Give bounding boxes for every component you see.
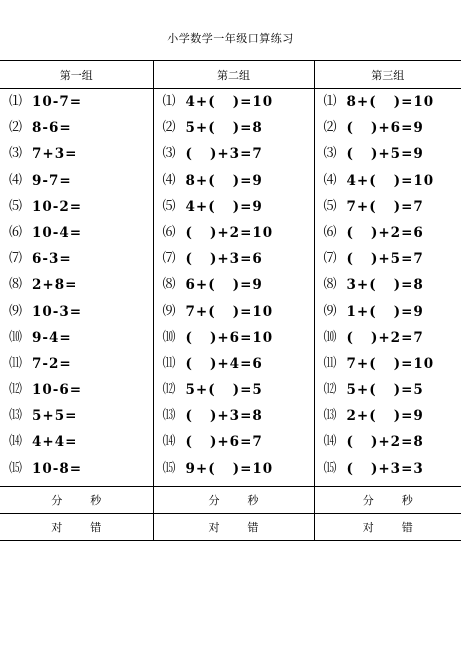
problem-item — [154, 403, 314, 429]
problem-number: ⑿ — [162, 382, 176, 398]
problem-number: ⑽ — [162, 329, 176, 345]
problem-number: ⑹ — [162, 224, 176, 240]
group-3-problems — [314, 89, 461, 487]
group-2-problems — [153, 89, 314, 487]
problem-item — [154, 246, 314, 272]
problem-equation: 3+( )=8 — [346, 277, 424, 294]
problem-number: ⒀ — [162, 408, 176, 424]
problem-item — [0, 325, 153, 351]
group-1-problems — [0, 89, 153, 487]
problem-number: ⑼ — [323, 303, 337, 319]
problem-equation: ( )+3=3 — [346, 460, 424, 477]
problem-number: ⑾ — [9, 355, 23, 371]
problem-equation: 10-2= — [32, 198, 83, 215]
problem-equation: 5+( )=8 — [185, 120, 263, 137]
problem-number: ⒂ — [9, 460, 23, 476]
problem-equation: 10-8= — [32, 460, 83, 477]
problem-number: ⑺ — [162, 251, 176, 267]
right-label: 对 — [208, 521, 220, 534]
problem-item — [0, 272, 153, 298]
problem-number: ⑶ — [9, 146, 23, 162]
problem-equation: ( )+2=10 — [185, 224, 274, 241]
problem-equation: ( )+2=7 — [346, 329, 424, 346]
minutes-label: 分 — [51, 494, 63, 507]
problem-number: ⑼ — [9, 303, 23, 319]
problem-equation: 5+( )=5 — [346, 382, 424, 399]
problem-number: ⑹ — [9, 224, 23, 240]
problem-item — [154, 168, 314, 194]
problem-item — [154, 89, 314, 115]
problem-number: ⑷ — [9, 172, 23, 188]
problem-item — [315, 141, 461, 167]
group-2-header: 第二组 — [153, 61, 314, 89]
problem-item — [0, 299, 153, 325]
problem-item — [315, 272, 461, 298]
problem-equation: 10-4= — [32, 224, 83, 241]
problem-number: ⑴ — [9, 94, 23, 109]
problem-item — [0, 141, 153, 167]
problem-item — [154, 456, 314, 482]
problem-item — [315, 456, 461, 482]
problem-number: ⑻ — [9, 277, 23, 293]
problem-equation: 10-7= — [32, 94, 83, 110]
problem-equation: 9+( )=10 — [185, 460, 274, 477]
problem-equation: 4+4= — [32, 434, 78, 451]
problem-number: ⑾ — [162, 355, 176, 371]
problem-equation: ( )+3=6 — [185, 251, 263, 268]
problem-equation: 5+5= — [32, 408, 78, 425]
problem-number: ⑵ — [162, 120, 176, 136]
seconds-label: 秒 — [90, 494, 102, 507]
problem-number: ⒂ — [323, 460, 337, 476]
problem-equation: ( )+2=8 — [346, 434, 424, 451]
problem-equation: 2+8= — [32, 277, 78, 294]
problem-item — [154, 141, 314, 167]
problem-item — [0, 351, 153, 377]
group-1-time-cell[interactable] — [0, 487, 153, 514]
problem-item — [315, 429, 461, 455]
minutes-label: 分 — [362, 494, 374, 507]
problem-item — [315, 403, 461, 429]
wrong-label: 错 — [247, 521, 259, 534]
problem-item — [154, 272, 314, 298]
problem-number: ⑷ — [323, 172, 337, 188]
problem-equation: 7+( )=10 — [346, 355, 435, 372]
problem-equation: ( )+6=7 — [185, 434, 263, 451]
problem-number: ⑷ — [162, 172, 176, 188]
problem-equation: 6-3= — [32, 251, 72, 268]
problem-number: ⑴ — [323, 94, 337, 109]
problem-number: ⑶ — [323, 146, 337, 162]
problem-item — [154, 220, 314, 246]
problem-equation: ( )+3=8 — [185, 408, 263, 425]
problem-equation: 8+( )=10 — [346, 94, 435, 110]
problem-equation: 8-6= — [32, 120, 72, 137]
problem-number: ⑾ — [323, 355, 337, 371]
problem-equation: ( )+3=7 — [185, 146, 263, 163]
problem-item — [315, 220, 461, 246]
group-3-time-cell[interactable] — [314, 487, 461, 514]
group-1-score-cell[interactable] — [0, 514, 153, 541]
problem-number: ⒀ — [323, 408, 337, 424]
problem-number: ⒁ — [323, 434, 337, 450]
problem-item — [315, 194, 461, 220]
problem-number: ⒁ — [162, 434, 176, 450]
group-1-header: 第一组 — [0, 61, 153, 89]
problem-equation: 2+( )=9 — [346, 408, 424, 425]
problem-number: ⑸ — [323, 198, 337, 214]
problem-item — [0, 429, 153, 455]
worksheet-title: 小学数学一年级口算练习 — [167, 32, 294, 45]
problem-equation: 4+( )=10 — [346, 172, 435, 189]
problem-item — [154, 115, 314, 141]
problem-equation: 1+( )=9 — [346, 303, 424, 320]
problem-equation: 7+3= — [32, 146, 78, 163]
problem-equation: 4+( )=10 — [185, 94, 274, 110]
problem-item — [315, 246, 461, 272]
right-label: 对 — [51, 521, 63, 534]
header-row — [0, 61, 461, 89]
problem-number: ⑺ — [323, 251, 337, 267]
problem-item — [315, 115, 461, 141]
problem-equation: 7+( )=10 — [185, 303, 274, 320]
problem-item — [0, 194, 153, 220]
problem-number: ⑶ — [162, 146, 176, 162]
problem-item — [154, 194, 314, 220]
problem-item — [0, 115, 153, 141]
problem-number: ⑵ — [9, 120, 23, 136]
problem-item — [0, 246, 153, 272]
problem-item — [315, 325, 461, 351]
problem-equation: ( )+6=10 — [185, 329, 274, 346]
problem-item — [0, 220, 153, 246]
problem-equation: 9-4= — [32, 329, 72, 346]
problem-item — [315, 351, 461, 377]
problem-number: ⑴ — [162, 94, 176, 109]
wrong-label: 错 — [401, 521, 413, 534]
problems-row — [0, 89, 461, 487]
group-3-header: 第三组 — [314, 61, 461, 89]
problem-number: ⑹ — [323, 224, 337, 240]
score-row — [0, 514, 461, 541]
problem-item — [154, 377, 314, 403]
problem-number: ⒀ — [9, 408, 23, 424]
problem-item — [315, 168, 461, 194]
problem-number: ⑸ — [162, 198, 176, 214]
problem-equation: 4+( )=9 — [185, 198, 263, 215]
problem-item — [154, 351, 314, 377]
group-2-time-cell[interactable] — [153, 487, 314, 514]
problem-equation: 10-6= — [32, 382, 83, 399]
problem-item — [0, 403, 153, 429]
problem-number: ⑺ — [9, 251, 23, 267]
problem-number: ⑻ — [323, 277, 337, 293]
problem-equation: 8+( )=9 — [185, 172, 263, 189]
problem-number: ⑿ — [9, 382, 23, 398]
problem-number: ⒂ — [162, 460, 176, 476]
problem-item — [154, 325, 314, 351]
minutes-label: 分 — [208, 494, 220, 507]
seconds-label: 秒 — [401, 494, 413, 507]
problem-equation: ( )+2=6 — [346, 224, 424, 241]
problem-number: ⑽ — [323, 329, 337, 345]
group-2-score-cell[interactable] — [153, 514, 314, 541]
problem-number: ⑿ — [323, 382, 337, 398]
group-3-score-cell[interactable] — [314, 514, 461, 541]
problem-number: ⑵ — [323, 120, 337, 136]
problem-equation: 10-3= — [32, 303, 83, 320]
problem-equation: ( )+5=9 — [346, 146, 424, 163]
problem-equation: 5+( )=5 — [185, 382, 263, 399]
problem-equation: 6+( )=9 — [185, 277, 263, 294]
seconds-label: 秒 — [247, 494, 259, 507]
right-label: 对 — [362, 521, 374, 534]
problem-equation: ( )+5=7 — [346, 251, 424, 268]
worksheet-table — [0, 60, 461, 541]
time-row — [0, 487, 461, 514]
problem-item — [0, 89, 153, 115]
problem-equation: 7-2= — [32, 355, 72, 372]
problem-item — [0, 377, 153, 403]
problem-item — [0, 168, 153, 194]
problem-equation: ( )+4=6 — [185, 355, 263, 372]
problem-item — [0, 456, 153, 482]
problem-number: ⑽ — [9, 329, 23, 345]
problem-number: ⒁ — [9, 434, 23, 450]
problem-item — [315, 299, 461, 325]
problem-item — [315, 377, 461, 403]
problem-number: ⑻ — [162, 277, 176, 293]
wrong-label: 错 — [90, 521, 102, 534]
problem-item — [154, 429, 314, 455]
problem-equation: 7+( )=7 — [346, 198, 424, 215]
problem-item — [154, 299, 314, 325]
problem-equation: ( )+6=9 — [346, 120, 424, 137]
problem-number: ⑸ — [9, 198, 23, 214]
problem-equation: 9-7= — [32, 172, 72, 189]
problem-number: ⑼ — [162, 303, 176, 319]
problem-item — [315, 89, 461, 115]
